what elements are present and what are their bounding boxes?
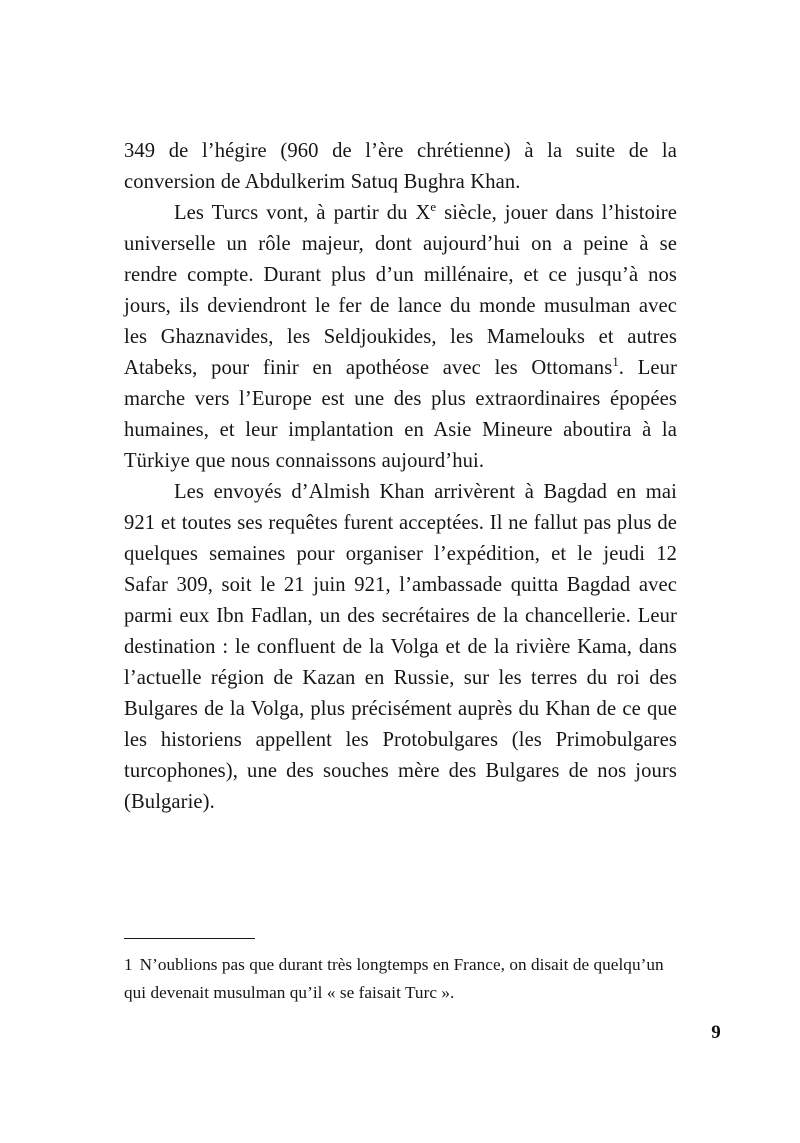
footnote-text: N’oublions pas que durant très longtemps en France, on disait de quelqu’un qui devenait musulman qu’il « se faisait Turc ».	[124, 955, 664, 1002]
paragraph-2-text-before-note: siècle, jouer dans l’histoire universelle un rôle majeur, dont aujourd’hui on a peine à se rendre compte. Durant plus d’un millénaire, et ce jusqu’à nos jours, ils deviendront le fer de lance du monde musulman avec les Ghaznavides, les Seldjoukides, les Mamelouks et autres Atabeks, pour finir en apothéose avec les Ottomans	[124, 202, 677, 379]
body-text-column	[124, 136, 677, 818]
paragraph-3-text: Les envoyés d’Almish Khan arrivèrent à Bagdad en mai 921 et toutes ses requêtes furent acceptées. Il ne fallut pas plus de quelques semaines pour organiser l’expédition, et le jeudi 12 Safar 309, soit le 21 juin 921, l’ambassade quitta Bagdad avec parmi eux Ibn Fadlan, un des secrétaires de la chancellerie. Leur destination : le confluent de la Volga et de la rivière Kama, dans l’actuelle région de Kazan en Russie, sur les terres du roi des Bulgares de la Volga, plus précisément auprès du Khan de ce que les historiens appellent les Protobulgares (les Primobulgares turcophones), une des souches mère des Bulgares de nos jours (Bulgarie).	[124, 481, 677, 813]
paragraph-2-text-after-note: . Leur marche vers l’Europe est une des plus extraordinaires épopées humaines, et leur implantation en Asie Mineure aboutira à la Türkiye que nous connaissons aujourd’hui.	[124, 357, 677, 472]
paragraph-3	[124, 477, 677, 818]
footnote-entry-1	[124, 951, 677, 1007]
paragraph-1-text: 349 de l’hégire (960 de l’ère chrétienne) à la suite de la conversion de Abdulkerim Satuq Bughra Khan.	[124, 140, 677, 193]
paragraph-1	[124, 136, 677, 198]
ordinal-superscript-e: e	[430, 200, 437, 215]
footnote-marker-1[interactable]: 1	[612, 355, 619, 370]
footnote-separator-rule	[124, 938, 255, 939]
footnote-number: 1	[124, 955, 133, 974]
paragraph-2-lead: Les Turcs vont, à partir du X	[174, 202, 431, 224]
footnote-area	[124, 938, 677, 1007]
page-number: 9	[711, 1022, 721, 1043]
paragraph-2	[124, 198, 677, 477]
